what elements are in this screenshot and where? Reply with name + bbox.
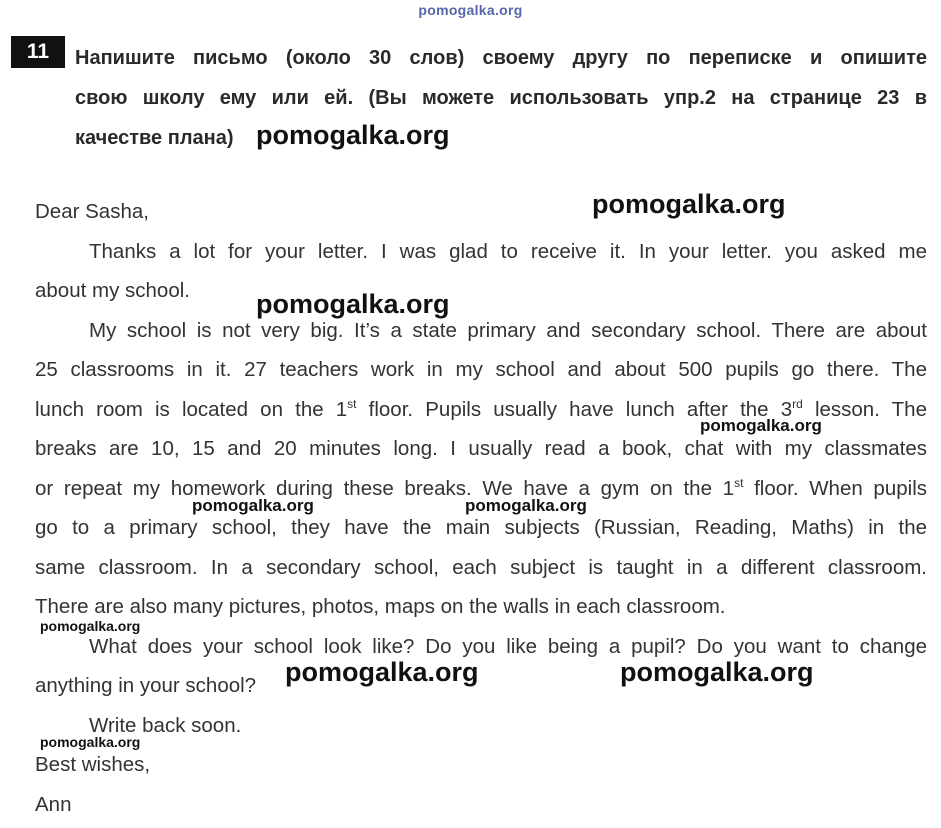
watermark: pomogalka.org bbox=[256, 289, 450, 319]
task-instructions bbox=[75, 38, 927, 158]
watermark: pomogalka.org bbox=[40, 618, 141, 634]
letter-greeting: Dear Sasha, bbox=[35, 200, 149, 223]
watermark: pomogalka.org bbox=[40, 734, 141, 750]
text-fragment: lesson. The bbox=[802, 397, 927, 421]
letter-line: There are also many pictures, photos, maps on the walls in each classroom. bbox=[35, 595, 726, 618]
letter-line: 25 classrooms in it. 27 teachers work in my school and about 500 pupils go there. The bbox=[35, 358, 927, 381]
top-watermark: pomogalka.org bbox=[418, 2, 523, 18]
watermark: pomogalka.org bbox=[700, 416, 822, 435]
exercise-number-badge: 11 bbox=[11, 36, 65, 68]
watermark: pomogalka.org bbox=[592, 189, 786, 219]
letter-line: What does your school look like? Do you like being a pupil? Do you want to change bbox=[89, 634, 927, 658]
letter-line: My school is not very big. It’s a state primary and secondary school. There are about bbox=[89, 318, 927, 342]
letter-signature: Ann bbox=[35, 792, 72, 816]
superscript: st bbox=[734, 475, 744, 490]
text-fragment: floor. When pupils bbox=[743, 476, 927, 500]
text-fragment: or repeat my homework during these breaks. We have a gym on the 1 bbox=[35, 476, 735, 500]
superscript: rd bbox=[792, 396, 803, 411]
letter-line: breaks are 10, 15 and 20 minutes long. I usually read a book, chat with my classmates bbox=[35, 437, 927, 460]
watermark: pomogalka.org bbox=[192, 496, 314, 515]
letter-line: go to a primary school, they have the main subjects (Russian, Reading, Maths) in the bbox=[35, 516, 927, 539]
watermark: pomogalka.org bbox=[465, 496, 587, 515]
task-line: Напишите письмо (около 30 слов) своему другу по переписке и опишите bbox=[75, 47, 927, 69]
watermark: pomogalka.org bbox=[620, 657, 814, 687]
letter-line: Thanks a lot for your letter. I was glad to receive it. In your letter. you asked me bbox=[89, 239, 927, 263]
watermark: pomogalka.org bbox=[285, 657, 479, 687]
letter-line: same classroom. In a secondary school, each subject is taught in a different classroom. bbox=[35, 555, 927, 579]
text-fragment: floor. Pupils usually have lunch after the 3 bbox=[356, 397, 793, 421]
text-fragment: lunch room is located on the 1 bbox=[35, 397, 348, 421]
superscript: st bbox=[347, 396, 357, 411]
letter-closing: Write back soon. bbox=[89, 713, 242, 737]
task-line: качестве плана) bbox=[75, 127, 234, 149]
letter-sign-off: Best wishes, bbox=[35, 753, 151, 776]
task-line: свою школу ему или ей. (Вы можете использовать упр.2 на странице 23 в bbox=[75, 87, 927, 109]
watermark: pomogalka.org bbox=[256, 120, 450, 150]
letter-line: anything in your school? bbox=[35, 674, 257, 697]
letter-line: about my school. bbox=[35, 279, 190, 302]
